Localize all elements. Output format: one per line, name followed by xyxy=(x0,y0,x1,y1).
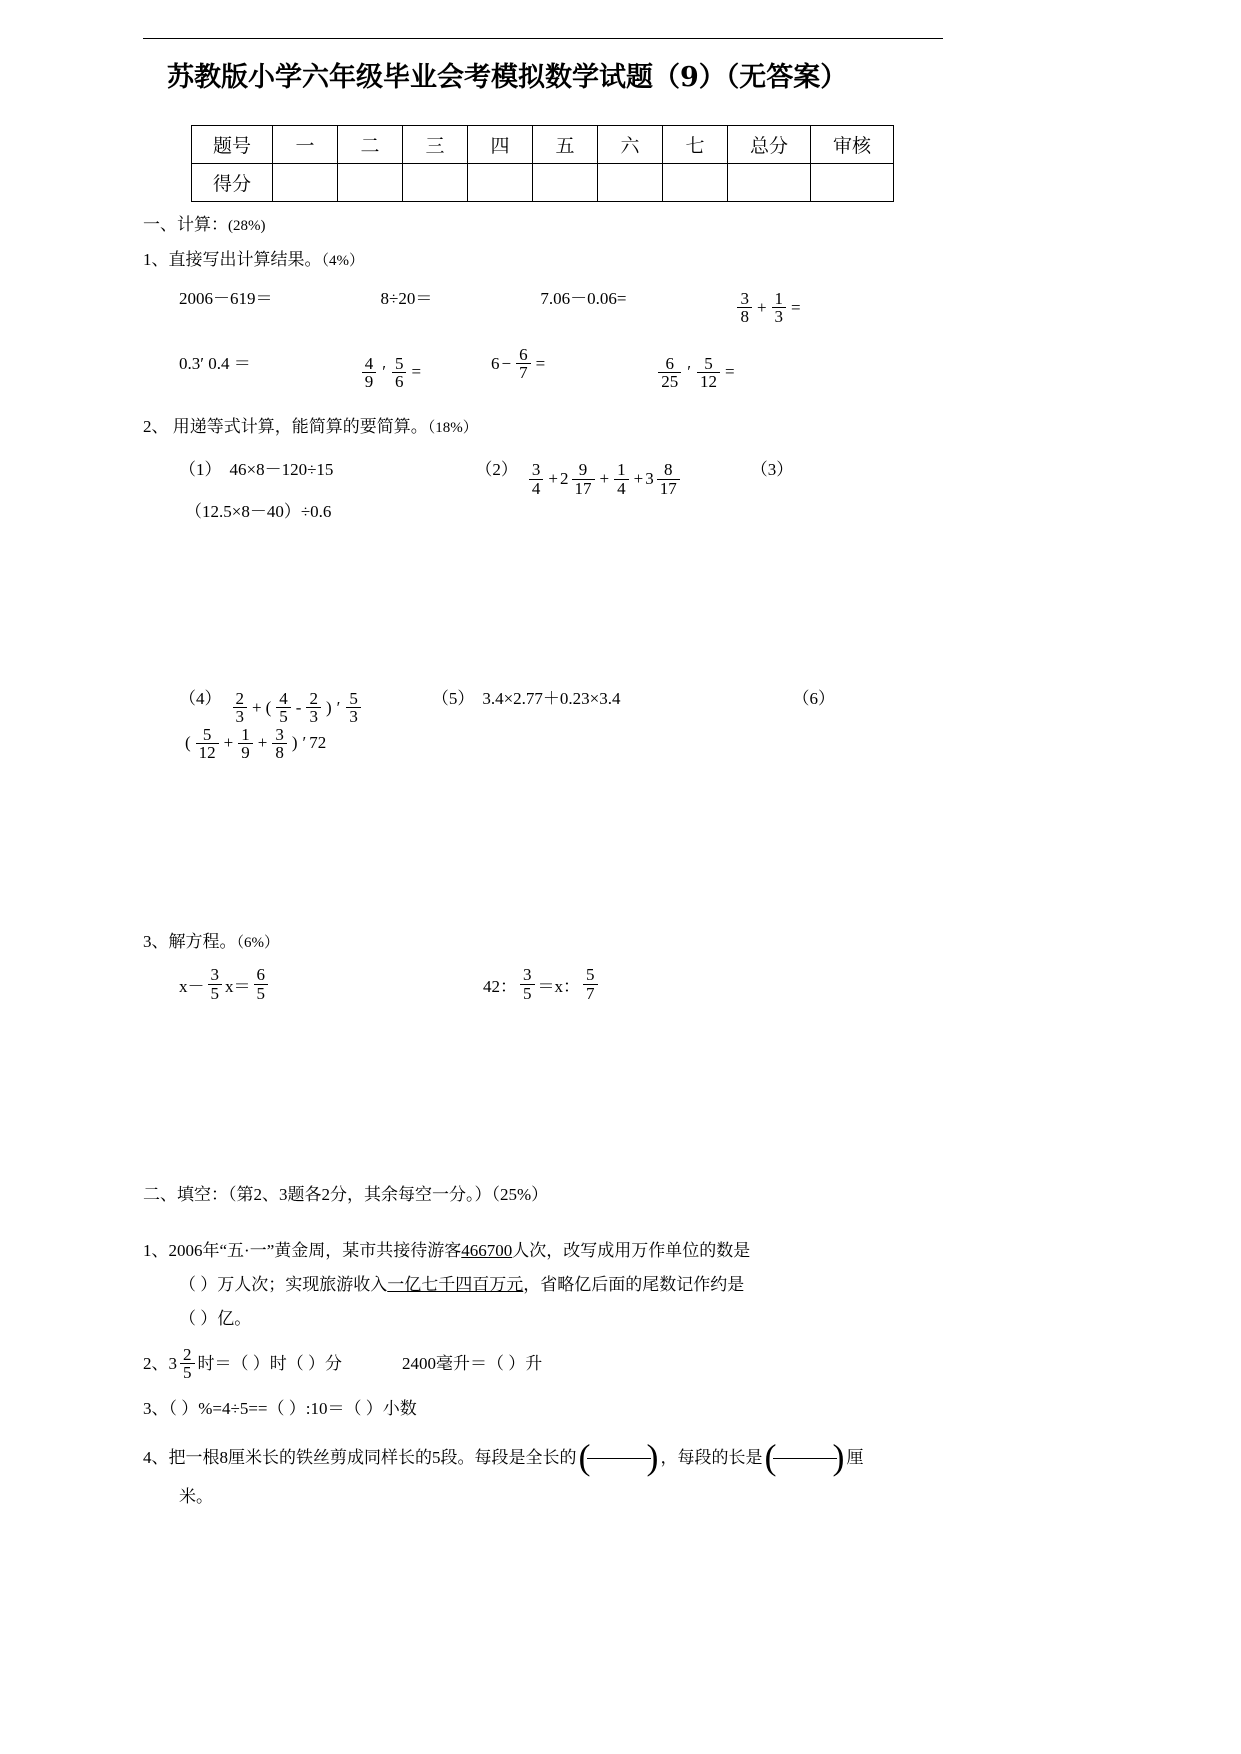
fraction-3-5-b xyxy=(520,966,535,1002)
col-4: 四 xyxy=(468,126,533,164)
col-7: 七 xyxy=(663,126,728,164)
blank-fraction-1[interactable] xyxy=(579,1436,659,1480)
score-cell-6[interactable] xyxy=(598,164,663,202)
equation-1-mid: x＝ xyxy=(225,976,251,996)
expr-3-8-plus-1-3 xyxy=(734,290,802,326)
fraction-3-8 xyxy=(737,290,752,326)
fraction-5-7 xyxy=(583,966,598,1002)
numerator: 2 xyxy=(183,1344,192,1364)
integer-part: 3 xyxy=(645,469,654,489)
numerator: 3 xyxy=(531,460,541,480)
equation-1-lead: x－ xyxy=(179,976,205,996)
expr-6-minus-6-7 xyxy=(491,346,547,382)
integer-part: 2 xyxy=(560,469,569,489)
fill-q2-expression xyxy=(143,1346,542,1382)
page-title: 苏教版小学六年级毕业会考模拟数学试题（9）（无答案） xyxy=(167,62,848,93)
operator-div: ′ xyxy=(687,362,691,382)
expr-6-25-div-5-12 xyxy=(655,355,736,391)
numerator: 6 xyxy=(665,353,674,373)
score-cell-total[interactable] xyxy=(728,164,811,202)
denominator: 12 xyxy=(196,743,219,761)
operator-div: ′ xyxy=(336,697,341,717)
q1-3-text: 3、解方程。 xyxy=(143,932,237,952)
operator-plus: + xyxy=(252,697,262,717)
denominator: 9 xyxy=(362,372,377,390)
denominator: 5 xyxy=(520,984,535,1002)
equals-sign: = xyxy=(411,362,422,382)
score-cell-7[interactable] xyxy=(663,164,728,202)
table-row-score xyxy=(192,164,894,202)
denominator: 4 xyxy=(614,479,629,497)
right-paren: ) xyxy=(832,1437,845,1478)
numerator: 8 xyxy=(663,460,673,480)
fraction-6-5 xyxy=(254,966,269,1002)
right-paren: ) xyxy=(325,697,332,717)
mixed-3-2-5 xyxy=(169,1346,198,1382)
fraction-bar xyxy=(773,1458,837,1459)
answer-space-1 xyxy=(143,528,943,678)
col-1: 一 xyxy=(273,126,338,164)
equals-sign: = xyxy=(791,297,801,317)
operator-plus: + xyxy=(548,469,559,489)
underlined-amount: 一亿七千四百万元 xyxy=(387,1274,524,1294)
numerator: 3 xyxy=(740,289,749,309)
q1-2-row-1 xyxy=(143,455,943,522)
q1-3-score: （6%） xyxy=(236,935,279,952)
page-content xyxy=(143,60,943,1514)
numerator: 5 xyxy=(586,965,595,985)
denominator: 25 xyxy=(658,372,681,390)
numerator: 1 xyxy=(241,724,250,744)
score-cell-audit[interactable] xyxy=(811,164,894,202)
col-6: 六 xyxy=(598,126,663,164)
q1-1-row-1 xyxy=(143,284,943,326)
fraction-1-3 xyxy=(772,290,787,326)
score-cell-1[interactable] xyxy=(273,164,338,202)
fraction-4-5 xyxy=(276,690,291,726)
numerator: 5 xyxy=(349,688,358,708)
expr-2006-minus-619: 2006－619＝ xyxy=(179,289,273,309)
q1-1-text: 1、直接写出计算结果。 xyxy=(143,250,322,270)
equals-sign: = xyxy=(724,362,735,382)
fraction-1-4 xyxy=(614,461,629,497)
fill-q4 xyxy=(143,1436,943,1480)
blank-fraction-2[interactable] xyxy=(765,1436,845,1480)
q1-2-score: （18%） xyxy=(427,420,478,437)
item-5-number: （5） xyxy=(431,688,475,708)
q1-1-score: （4%） xyxy=(321,253,364,270)
item-1-number: （1） xyxy=(179,460,222,480)
q1-1-row-2 xyxy=(143,346,943,390)
denominator: 5 xyxy=(254,984,269,1002)
score-cell-2[interactable] xyxy=(338,164,403,202)
numerator: 2 xyxy=(235,688,244,708)
fraction-3-5 xyxy=(208,966,223,1002)
item-3-expression: （12.5×8－40）÷0.6 xyxy=(185,501,332,521)
integer-6: 6 xyxy=(491,353,500,373)
item-1-expression: 46×8－120÷15 xyxy=(229,460,334,480)
numerator: 2 xyxy=(309,688,318,708)
left-paren: ( xyxy=(185,733,191,753)
fill-q1-line1-b: 人次，改写成用万作单位的数是 xyxy=(512,1240,751,1260)
right-paren: ) xyxy=(291,733,298,753)
denominator: 3 xyxy=(233,707,248,725)
numerator: 4 xyxy=(364,353,374,373)
numerator: 6 xyxy=(256,965,265,985)
fraction-2-3-b xyxy=(306,690,321,726)
numerator: 4 xyxy=(279,688,288,708)
fraction-5-12 xyxy=(697,355,720,391)
fill-q1-line3[interactable]: （ ）亿。 xyxy=(179,1308,252,1328)
numerator: 5 xyxy=(394,353,404,373)
fraction-5-6 xyxy=(392,355,407,391)
fraction-4-9 xyxy=(362,355,377,391)
item-3-number: （3） xyxy=(750,460,794,480)
denominator: 7 xyxy=(583,984,598,1002)
operator-times: ′ xyxy=(302,733,307,753)
denominator: 17 xyxy=(657,479,680,497)
item-2-number: （2） xyxy=(475,460,518,480)
operator-plus: + xyxy=(599,469,610,489)
numerator: 5 xyxy=(704,353,713,373)
score-cell-3[interactable] xyxy=(403,164,468,202)
fill-q1-line2-a[interactable]: （ ）万人次；实现旅游收入 xyxy=(179,1274,388,1294)
answer-space-3 xyxy=(143,1008,943,1178)
score-cell-5[interactable] xyxy=(533,164,598,202)
q1-2-text: 2、 用递等式计算，能简算的要简算。 xyxy=(143,417,428,437)
section-1-title: 一、计算： xyxy=(143,215,228,235)
fill-q4-line2: 米。 xyxy=(179,1486,213,1506)
denominator: 9 xyxy=(238,743,253,761)
fill-q4-expression xyxy=(143,1436,864,1480)
q1-3-row xyxy=(143,966,943,1002)
fraction-2-5 xyxy=(180,1346,195,1382)
equals-sign: = xyxy=(535,353,546,373)
section-1-heading xyxy=(143,210,943,235)
numerator: 3 xyxy=(523,965,532,985)
denominator: 6 xyxy=(392,372,407,390)
numerator: 3 xyxy=(210,965,219,985)
left-paren: ( xyxy=(764,1437,777,1478)
equation-2-lead: 42： xyxy=(483,976,517,996)
operator-plus: + xyxy=(223,733,234,753)
operator-minus: − xyxy=(501,353,512,373)
operator-plus: + xyxy=(756,297,767,317)
expr-706-minus-006: 7.06－0.06= xyxy=(540,289,627,309)
fraction-2-3 xyxy=(233,690,248,726)
fill-q1-line1 xyxy=(143,1234,943,1268)
item-4-expression xyxy=(230,690,364,726)
item-5-expression: 3.4×2.77＋0.23×3.4 xyxy=(482,688,621,708)
denominator: 5 xyxy=(276,707,291,725)
fill-q2-tail[interactable]: 2400毫升＝（ ）升 xyxy=(402,1353,543,1373)
question-1-1-label xyxy=(143,245,943,270)
equation-2 xyxy=(483,966,601,1002)
col-3: 三 xyxy=(403,126,468,164)
denominator: 17 xyxy=(572,479,595,497)
fill-q1-line2-b: ，省略亿后面的尾数记作约是 xyxy=(523,1274,745,1294)
mixed-3-8-17 xyxy=(645,461,683,497)
denominator: 3 xyxy=(346,707,361,725)
left-paren: ( xyxy=(578,1437,591,1478)
fraction-bar xyxy=(587,1458,651,1459)
numerator: 1 xyxy=(617,460,626,480)
operator-times: ′ xyxy=(382,362,386,382)
answer-space-2 xyxy=(143,767,943,917)
fraction-6-7 xyxy=(516,346,531,382)
col-2: 二 xyxy=(338,126,403,164)
numerator: 1 xyxy=(774,289,784,309)
fraction-3-4 xyxy=(529,461,544,497)
numerator: 9 xyxy=(578,460,588,480)
fraction-6-25 xyxy=(658,355,681,391)
score-table xyxy=(191,125,894,202)
header-rule xyxy=(143,38,943,39)
underlined-466700: 466700 xyxy=(461,1240,513,1260)
equation-2-mid: ＝x： xyxy=(537,976,580,996)
row-label-question-no: 题号 xyxy=(192,126,273,164)
fraction-5-12 xyxy=(196,726,219,762)
denominator: 3 xyxy=(772,307,787,325)
fraction-9-17 xyxy=(572,461,595,497)
numerator: 3 xyxy=(275,724,284,744)
fill-q3[interactable]: 3、（ ）%=4÷5==（ ）:10＝（ ）小数 xyxy=(143,1398,417,1418)
denominator: 5 xyxy=(208,984,223,1002)
fraction-8-17 xyxy=(657,461,680,497)
fill-q4-tail: 厘 xyxy=(846,1447,864,1467)
fraction-5-3 xyxy=(346,690,361,726)
operand-72: 72 xyxy=(309,733,327,753)
fill-q4-mid: ，每段的长是 xyxy=(660,1447,763,1467)
item-2-expression xyxy=(526,461,683,497)
denominator: 12 xyxy=(697,372,720,390)
denominator: 8 xyxy=(737,307,752,325)
col-audit: 审核 xyxy=(811,126,894,164)
item-4-number: （4） xyxy=(179,688,222,708)
fill-q1-line2 xyxy=(143,1268,943,1302)
right-paren: ) xyxy=(646,1437,659,1478)
numerator: 5 xyxy=(202,724,212,744)
fill-q2-number: 2、 xyxy=(143,1353,169,1373)
fraction-3-8 xyxy=(272,726,287,762)
fill-q4-lead: 4、把一根8厘米长的铁丝剪成同样长的5段。每段是全长的 xyxy=(143,1447,577,1467)
col-5: 五 xyxy=(533,126,598,164)
denominator: 3 xyxy=(306,707,321,725)
fill-q2 xyxy=(143,1346,943,1382)
expr-8-div-20: 8÷20＝ xyxy=(380,289,433,309)
fill-q2-mid[interactable]: 时＝（ ）时（ ）分 xyxy=(197,1353,342,1373)
denominator: 7 xyxy=(516,363,531,381)
item-6-number: （6） xyxy=(792,688,836,708)
fraction-1-9 xyxy=(238,726,253,762)
section-2-heading: 二、填空：（第2、3题各2分，其余每空一分。）（25%） xyxy=(143,1184,549,1204)
denominator: 4 xyxy=(529,479,544,497)
denominator: 8 xyxy=(272,743,287,761)
operator-plus: + xyxy=(257,733,268,753)
left-paren: ( xyxy=(265,697,272,717)
expr-4-9-times-5-6 xyxy=(359,355,423,391)
numerator: 6 xyxy=(519,344,528,364)
question-1-2-label xyxy=(143,412,943,437)
denominator: 5 xyxy=(180,1363,195,1381)
table-row-header xyxy=(192,126,894,164)
operator-minus: - xyxy=(295,697,302,717)
section-1-score: (28%) xyxy=(228,218,266,235)
col-total: 总分 xyxy=(728,126,811,164)
question-1-3-label xyxy=(143,927,943,952)
expr-03-times-04: 0.3′ 0.4 ＝ xyxy=(179,353,251,373)
equation-1 xyxy=(179,966,271,1002)
q1-2-row-2 xyxy=(143,684,943,761)
item-6-expression xyxy=(183,726,326,762)
fill-q1-line1-a: 1、2006年“五·一”黄金周，某市共接待游客 xyxy=(143,1240,462,1260)
operator-plus: + xyxy=(633,469,644,489)
mixed-2-9-17 xyxy=(560,461,598,497)
integer-part: 3 xyxy=(168,1353,177,1373)
row-label-score: 得分 xyxy=(192,164,273,202)
score-cell-4[interactable] xyxy=(468,164,533,202)
